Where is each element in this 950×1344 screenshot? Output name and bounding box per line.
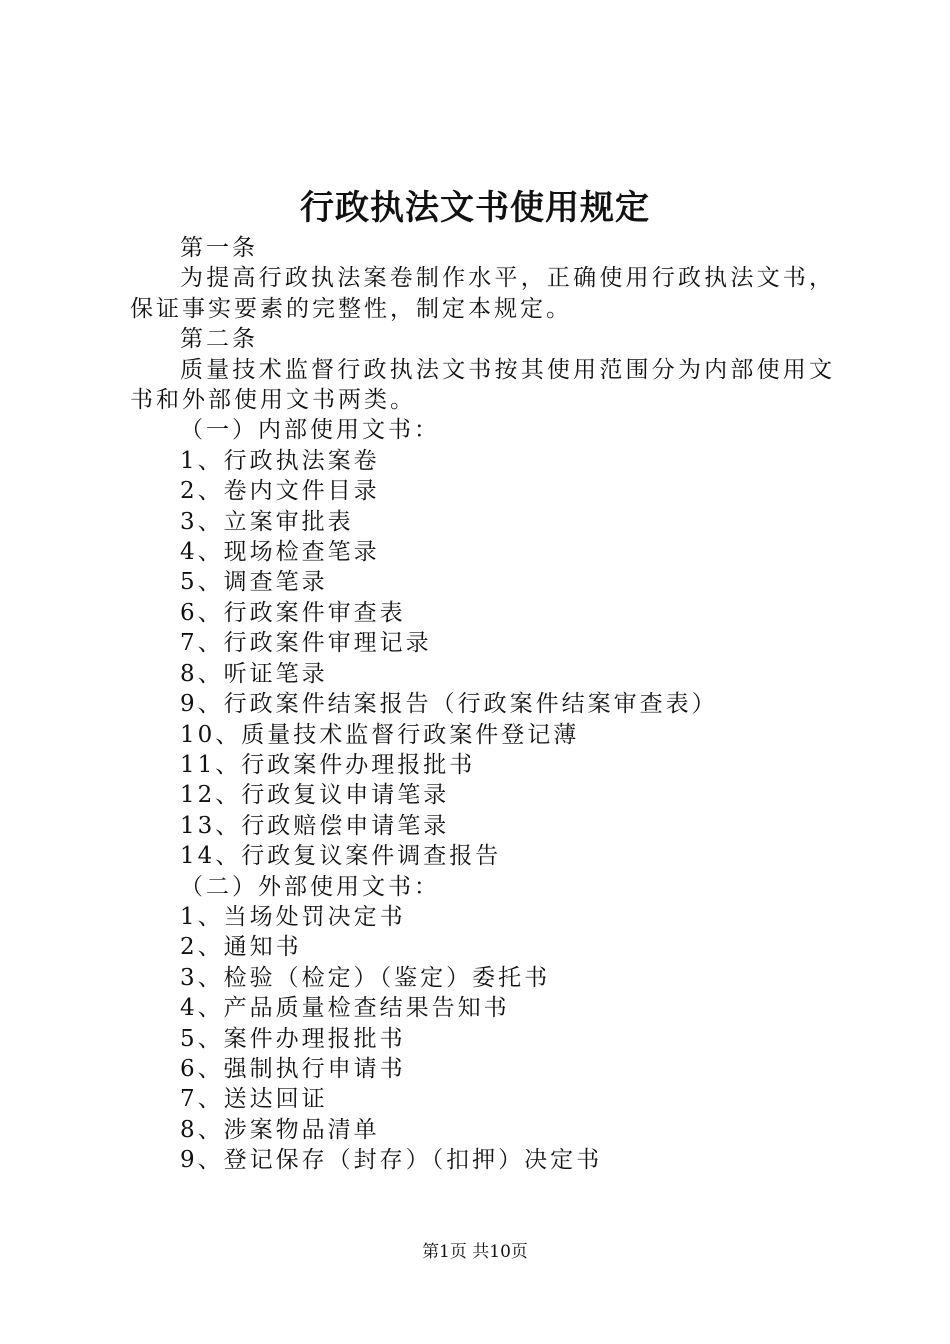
list-item: 9、行政案件结案报告（行政案件结案审查表）: [180, 691, 718, 718]
list-item: 7、送达回证: [180, 1086, 328, 1113]
list-item: 11、行政案件办理报批书: [180, 751, 476, 778]
list-item: 9、登记保存（封存）（扣押）决定书: [180, 1147, 603, 1174]
article-2-heading: 第二条: [180, 326, 258, 353]
list-item: 2、通知书: [180, 934, 302, 961]
list-item: 5、调查笔录: [180, 569, 328, 596]
article-1-text: 为提高行政执法案卷制作水平，正确使用行政执法文书，保证事实要素的完整性，制定本规定。: [130, 265, 835, 322]
list-item: 1、当场处罚决定书: [180, 903, 406, 930]
list-item: 10、质量技术监督行政案件登记薄: [180, 721, 580, 748]
list-item: 3、立案审批表: [180, 508, 354, 535]
external-docs-heading: （二）外部使用文书：: [180, 873, 440, 900]
list-item: 1、行政执法案卷: [180, 447, 380, 474]
list-item: 14、行政复议案件调查报告: [180, 843, 502, 870]
list-item: 2、卷内文件目录: [180, 478, 380, 505]
document-body: [130, 233, 835, 1176]
list-item: 4、产品质量检查结果告知书: [180, 995, 510, 1022]
article-2-text: 质量技术监督行政执法文书按其使用范围分为内部使用文书和外部使用文书两类。: [130, 356, 835, 414]
list-item: 12、行政复议申请笔录: [180, 782, 450, 809]
article-1-heading: 第一条: [180, 235, 258, 261]
page-title: 行政执法文书使用规定: [300, 188, 650, 228]
internal-docs-heading: （一）内部使用文书：: [180, 417, 440, 444]
list-item: 4、现场检查笔录: [180, 539, 380, 566]
list-item: 8、听证笔录: [180, 660, 328, 687]
list-item: 7、行政案件审理记录: [180, 630, 432, 657]
page-footer: 第1页 共10页: [422, 1242, 528, 1262]
list-item: 6、强制执行申请书: [180, 1055, 406, 1082]
list-item: 13、行政赔偿申请笔录: [180, 812, 450, 839]
list-item: 6、行政案件审查表: [180, 599, 406, 626]
list-item: 5、案件办理报批书: [180, 1025, 406, 1052]
list-item: 8、涉案物品清单: [180, 1116, 380, 1143]
list-item: 3、检验（检定）（鉴定）委托书: [180, 964, 551, 991]
